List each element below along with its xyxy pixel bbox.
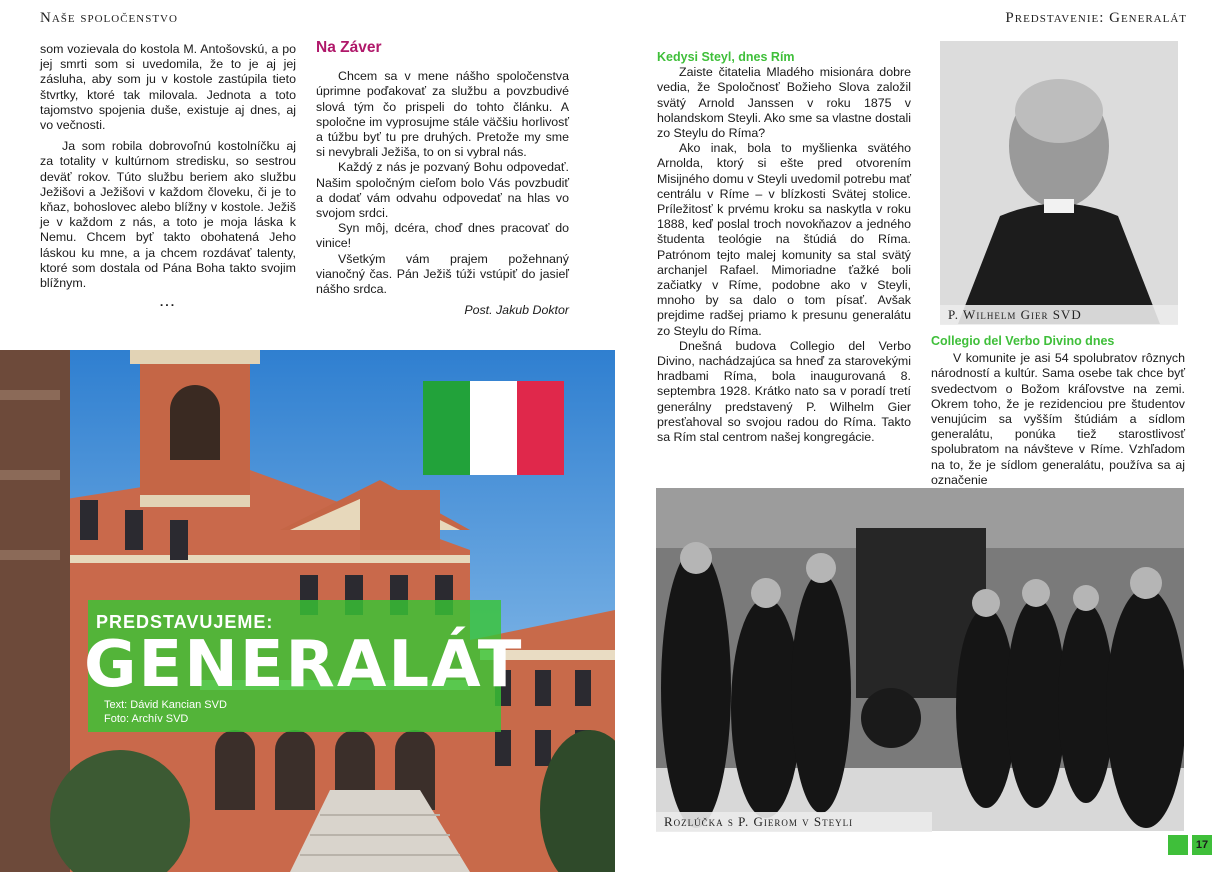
farewell-photo [656,488,1184,831]
right-paragraph-2: Ako inak, bola to myšlienka svätého Arnolda, ktorý si ešte pred otvorením Misijného domu v Steyli uvedomil potrebu mať centrálu v Ríme – v blízkosti Svätej stolice. Príležitosť k prvému kroku sa naskytla v roku 1888, keď poslal troch novokňazov a jedného študenta teológie na štúdiá do Ríma. Patrónom tejto malej komunity sa stal svätý archanjel Rafael. Mimoriadne ťažké boli začiatky v Ríme, podobne ako v Steyli, mnoho by sa dalo o tom písať. Avšak prejdime radšej priamo k presunu generalátu zo Steylu do Ríma. [657,141,911,338]
ellipsis: ... [159,295,177,310]
page-number: 17 [1192,835,1212,855]
photo-credit: Foto: Archív SVD [104,713,189,725]
section-title-na-zaver: Na Záver [316,39,382,56]
far-right-column [931,334,1185,488]
far-right-paragraph: V komunite je asi 54 spolubratov rôznych národností a kultúr. Sama osebe tak chce byť svedectvom o Božom kráľovstve na zemi. Okrem toho, že je rezidenciou pre študentov venujúcim sa vyšším štúdiám a sídlom generalátu, ponúka tiež starostlivosť spolubratom na návšteve v Ríme. Vzhľadom na to, že je sídlom generalátu, používa sa aj označenie [931,351,1185,487]
left-paragraph-1: som vozievala do kostola M. Antošovskú, a po jej smrti som si uvedomila, že to je aj jej zásluha, aby som ju v kostole zastúpila tieto štvrtky, ktoré tak milovala. Jednota a toto tajomstvo spojenia duše, existuje aj dnes, aj vo večnosti. [40,42,296,133]
portrait-illustration [940,41,1178,324]
mid-paragraph-1: Chcem sa v mene nášho spoločenstva úprimne poďakovať za službu a povzbudivé slová tým čo prispeli do tohto článku. A spoločne im vyprosujme stále väčšiu horlivosť a túžbu byť tu pre druhých. Pretože my sme si nevybrali Ježiša, to on si vybral nás. [316,69,569,160]
heading-collegio-dnes: Collegio del Verbo Divino dnes [931,334,1115,348]
farewell-caption: Rozlúčka s P. Gierom v Steyli [656,812,932,832]
mid-paragraph-2: Každý z nás je pozvaný Bohu odpovedať. Našim spoločným cieľom bolo Vás povzbudiť a dodať vám odvahu odpovedať na hlas vo svojom srdci. [316,160,569,221]
right-paragraph-1: Zaiste čitatelia Mladého misionára dobre vedia, že Spoločnosť Božieho Slova založil svätý Arnold Janssen v roku 1875 v holandskom Steyli. Ako sme sa vlastne dostali zo Steylu do Ríma? [657,65,911,141]
text-credit: Text: Dávid Kancian SVD [104,699,227,711]
signature: Post. Jakub Doktor [464,303,569,318]
flag-white-stripe [470,381,517,475]
running-header-left: Naše spoločenstvo [40,10,178,26]
middle-column [316,40,569,318]
left-paragraph-2: Ja som robila dobrovoľnú kostolníčku aj za totality v kultúrnom stredisku, so sestrou deväť rokov. Túto službu beriem ako službu Ježišovi a Ježišovi v každom človeku, či je to kňaz, bohoslovec alebo blížny v kostole. Ježiš je v každom z nás, a toto je moja láska k Nemu. Chcem byť takto obohatená Jeho láskou ku mne, a ja chcem rozdávať talenty, ktoré som dostala od Pána Boha takto svojim blížnym. [40,139,296,291]
farewell-illustration [656,488,1184,831]
mid-paragraph-3: Syn môj, dcéra, choď dnes pracovať do vinice! [316,221,569,251]
italian-flag [423,381,564,475]
heading-kedysi-steyl: Kedysi Steyl, dnes Rím [657,50,795,64]
hero-title: GENERALÁT [84,628,524,702]
right-column [657,50,911,445]
right-paragraph-3: Dnešná budova Collegio del Verbo Divino, nachádzajúca sa hneď za starovekými hradbami Ríma, bola inaugurovaná 8. septembra 1928. Krátko nato sa v poradí tretí generálny predstavený P. Wilhelm Gier presťahoval so svojou radou do Ríma. Takto sa Rím stal centrom našej kongregácie. [657,338,911,445]
running-header-right: Predstavenie: Generalát [1005,10,1187,26]
portrait-caption: P. Wilhelm Gier SVD [940,305,1178,325]
hero-kicker: PREDSTAVUJEME: [96,612,274,632]
mid-paragraph-4: Všetkým vám prajem požehnaný vianočný čas. Pán Ježiš túži vstúpiť do jasieľ nášho srdca. [316,251,569,297]
left-column [40,42,296,310]
hero-credits [104,698,227,726]
flag-green-stripe [423,381,470,475]
flag-red-stripe [517,381,564,475]
portrait-photo-gier [940,41,1178,324]
page-number-marker [1168,835,1188,855]
